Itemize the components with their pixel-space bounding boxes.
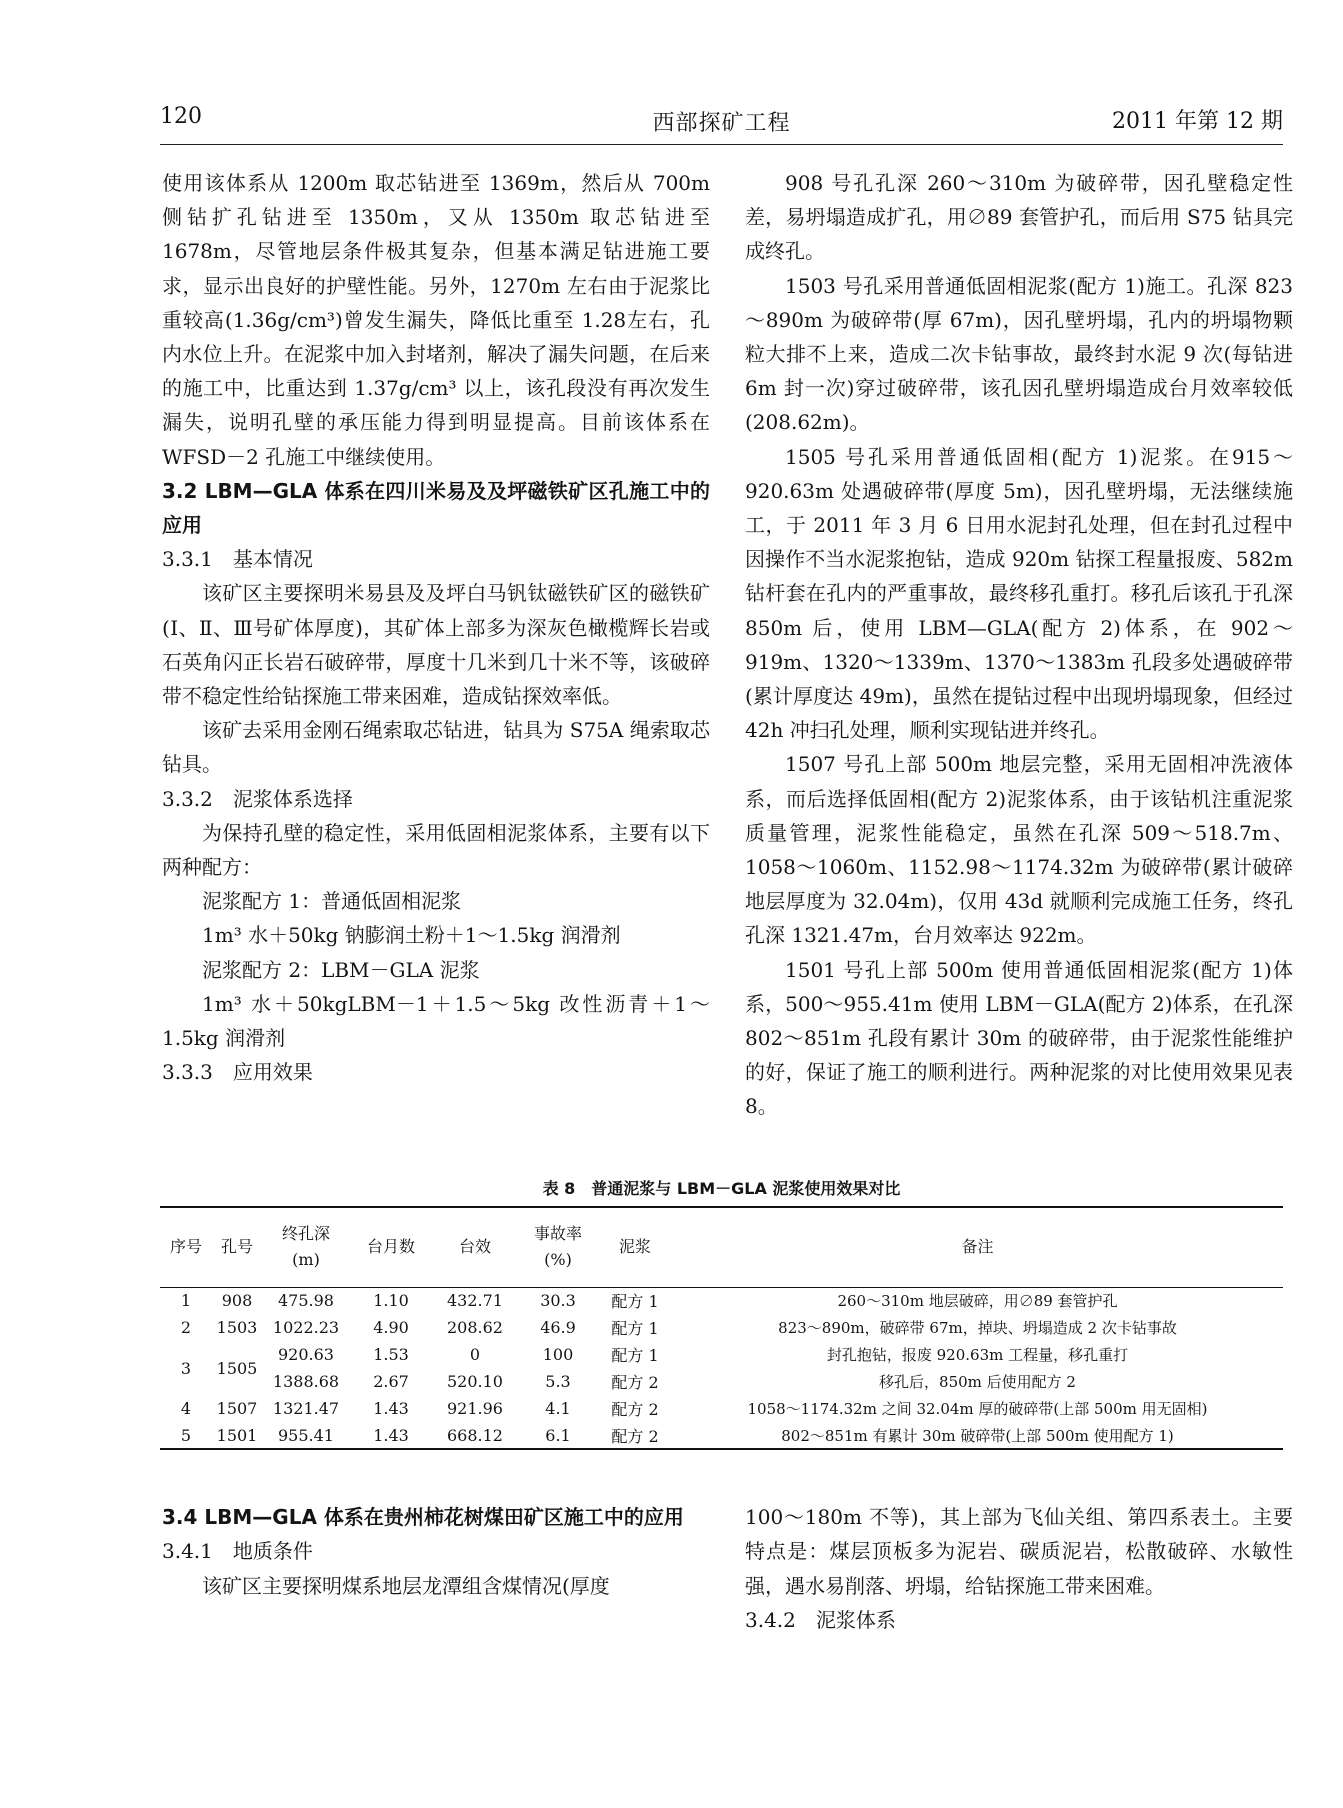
formula-2: 1m³ 水＋50kgLBM－1＋1.5～5kg 改性沥青＋1～1.5kg 润滑剂 — [162, 991, 710, 1051]
paragraph: 使用该体系从 1200m 取芯钻进至 1369m，然后从 700m 侧钻扩孔钻进至 1350m，又从 1350m 取芯钻进至 1678m，尽管地层条件极其复杂，但基本满足钻进施工要求，显示出良好的护壁性能。另外，1270m 左右由于泥浆比重较高(1.36g/cm³)曾发生漏失，降低比重至 1.28左右，孔内水位上升。在泥浆中加入封堵剂，解决了漏失问题，在后来的施工中，比重达到 1.37g/cm³ 以上，该孔段没有再次发生漏失，说明孔壁的承压能力得到明显提高。目前该体系在 WFSD－2 孔施工中继续使用。 — [162, 171, 710, 469]
subsection-heading-3-4-1: 3.4.1 地质条件 — [162, 1539, 313, 1564]
bottom-right-column — [745, 1500, 1293, 1638]
header-hole: 孔号 — [220, 1237, 253, 1257]
subsection-heading-3-3-3: 3.3.3 应用效果 — [162, 1060, 313, 1085]
section-heading-3-4: 3.4 LBM—GLA 体系在贵州柿花树煤田矿区施工中的应用 — [162, 1505, 684, 1529]
header-remark: 备注 — [961, 1237, 994, 1257]
paragraph: 1505 号孔采用普通低固相(配方 1)泥浆。在915～920.63m 处遇破碎带(厚度 5m)，因孔壁坍塌，无法继续施工，于 2011 年 3 月 6 日用水泥封孔处理，但在封孔过程中因操作不当水泥浆抱钻，造成 920m 钻探工程量报废、582m 钻杆套在孔内的严重事故，最终移孔重打。移孔后该孔于孔深 850m 后，使用 LBM—GLA(配方 2)体系，在 902～919m、1320～1339m、1370～1383m 孔段多处遇破碎带(累计厚度达 49m)，虽然在提钻过程中出现坍塌现象，但经过 42h 冲扫孔处理，顺利实现钻进并终孔。 — [745, 444, 1293, 743]
formula-1: 1m³ 水＋50kg 钠膨润土粉＋1～1.5kg 润滑剂 — [202, 923, 621, 948]
table-row: 2 1503 1022.23 4.90 208.62 46.9 配方 1 823～890m，破碎带 67m，掉块、坍塌造成 2 次卡钻事故 — [180, 1318, 1177, 1338]
paragraph: 该矿去采用金刚石绳索取芯钻进，钻具为 S75A 绳索取芯钻具。 — [162, 718, 710, 777]
paragraph: 1501 号孔上部 500m 使用普通低固相泥浆(配方 1)体系，500～955.41m 使用 LBM－GLA(配方 2)体系，在孔深 802～851m 孔段有累计 30m 的破碎带，由于泥浆性能维护的好，保证了施工的顺利进行。两种泥浆的对比使用效果见表 8。 — [745, 957, 1293, 1119]
table-row: 1 908 475.98 1.10 432.71 30.3 配方 1 260～310m 地层破碎，用∅89 套管护孔 — [180, 1291, 1118, 1312]
subsection-heading-3-4-2: 3.4.2 泥浆体系 — [745, 1608, 896, 1633]
subsection-heading-3-3-1: 3.3.1 基本情况 — [162, 547, 313, 572]
page-number: 120 — [160, 104, 202, 129]
paragraph: 100～180m 不等)，其上部为飞仙关组、第四系表土。主要特点是：煤层顶板多为泥岩、碳质泥岩，松散破碎、水敏性强，遇水易削落、坍塌，给钻探施工带来困难。 — [745, 1505, 1293, 1598]
paragraph: 908 号孔孔深 260～310m 为破碎带，因孔壁稳定性差，易坍塌造成扩孔，用∅89 套管护孔，而后用 S75 钻具完成终孔。 — [745, 171, 1293, 264]
journal-title: 西部探矿工程 — [652, 111, 791, 136]
header-depth: 终孔深 (m) — [281, 1224, 330, 1270]
header-seq: 序号 — [169, 1237, 202, 1257]
table-caption: 表 8 普通泥浆与 LBM－GLA 泥浆使用效果对比 — [542, 1179, 901, 1198]
page-header — [160, 104, 1283, 144]
header-accident: 事故率 (%) — [533, 1224, 582, 1270]
paragraph: 1503 号孔采用普通低固相泥浆(配方 1)施工。孔深 823～890m 为破碎带(厚 67m)，因孔壁坍塌，孔内的坍塌物颗粒大排不上来，造成二次卡钻事故，最终封水泥 9 次(每钻进 6m 封一次)穿过破碎带，该孔因孔壁坍塌造成台月效率较低(208.62m)。 — [745, 273, 1293, 435]
table-header-row — [160, 1207, 1283, 1287]
header-rule — [160, 144, 1283, 145]
paragraph: 该矿区主要探明米易县及及坪白马钒钛磁铁矿区的磁铁矿(Ⅰ、Ⅱ、Ⅲ号矿体厚度)，其矿体上部多为深灰色橄榄辉长岩或石英角闪正长岩石破碎带，厚度十几米到几十米不等，该破碎带不稳定性给钻探施工带来困难，造成钻探效率低。 — [162, 581, 710, 709]
header-mud: 泥浆 — [618, 1237, 651, 1257]
data-table — [160, 1206, 1283, 1450]
bottom-left-column — [162, 1500, 710, 1603]
table-row: 4 1507 1321.47 1.43 921.96 4.1 配方 2 1058～1174.32m 之间 32.04m 厚的破碎带(上部 500m 用无固相) — [180, 1399, 1208, 1419]
section-heading-3-2: 3.2 LBM—GLA 体系在四川米易及及坪磁铁矿区孔施工中的应用 — [162, 478, 710, 538]
formula-label-1: 泥浆配方 1：普通低固相泥浆 — [202, 889, 462, 914]
right-column — [745, 166, 1293, 1124]
table-row: 3 1505 920.63 1.53 0 100 配方 1 封孔抱钻，报废 920.63m 工程量，移孔重打 — [180, 1345, 1129, 1378]
subsection-heading-3-3-2: 3.3.2 泥浆体系选择 — [162, 786, 353, 811]
paragraph: 1507 号孔上部 500m 地层完整，采用无固相冲洗液体系，而后选择低固相(配方 2)泥浆体系，由于该钻机注重泥浆质量管理，泥浆性能稳定，虽然在孔深 509～518.7m、1058～1060m、1152.98～1174.32m 为破碎带(累计破碎地层厚度为 32.04m)，仅用 43d 就顺利完成施工任务，终孔孔深 1321.47m，台月效率达 922m。 — [745, 752, 1293, 948]
paragraph: 为保持孔壁的稳定性，采用低固相泥浆体系，主要有以下两种配方： — [162, 820, 710, 880]
table-row: 5 1501 955.41 1.43 668.12 6.1 配方 2 802～851m 有累计 30m 破碎带(上部 500m 使用配方 1) — [160, 1422, 1283, 1449]
header-efficiency: 台效 — [458, 1237, 491, 1257]
formula-label-2: 泥浆配方 2：LBM－GLA 泥浆 — [202, 957, 480, 982]
paragraph: 该矿区主要探明煤系地层龙潭组含煤情况(厚度 — [202, 1573, 610, 1598]
table-row: 1388.68 2.67 520.10 5.3 配方 2 移孔后，850m 后使用配方 2 — [272, 1372, 1076, 1392]
left-column — [162, 166, 710, 1089]
header-months: 台月数 — [366, 1237, 415, 1257]
issue-label: 2011 年第 12 期 — [1112, 109, 1283, 134]
